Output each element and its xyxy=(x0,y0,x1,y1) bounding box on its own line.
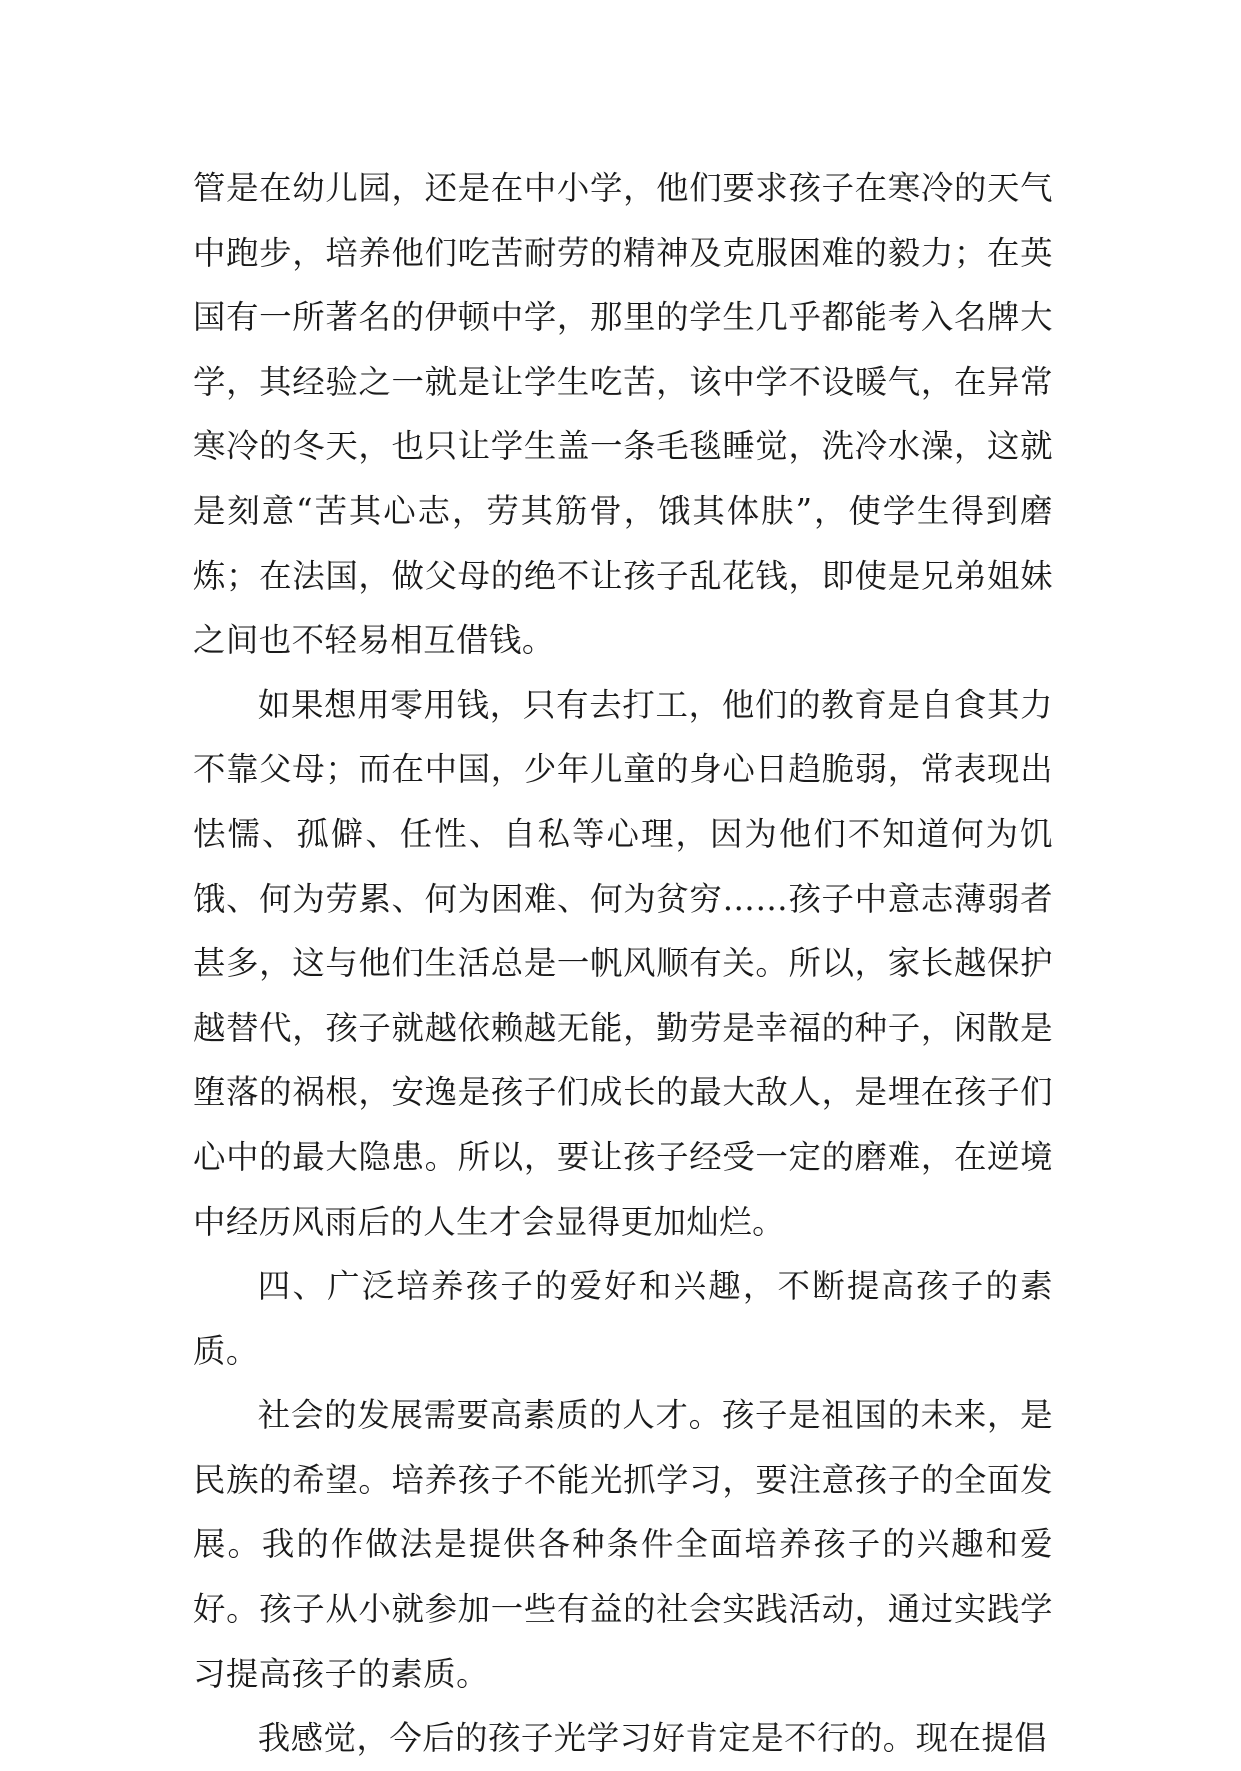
section-heading-four: 四、广泛培养孩子的爱好和兴趣，不断提高孩子的素质。 xyxy=(193,1267,1053,1370)
paragraph-3: 社会的发展需要高素质的人才。孩子是祖国的未来，是民族的希望。培养孩子不能光抓学习，要注意孩子的全面发展。我的作做法是提供各种条件全面培养孩子的兴趣和爱好。孩子从小就参加一些有益的社会实践活动，通过实践学习提高孩子的素质。 xyxy=(193,1396,1053,1693)
document-page xyxy=(193,156,1053,1771)
paragraph-4: 我感觉，今后的孩子光学习好肯定是不行的。现在提倡 xyxy=(257,1719,1048,1758)
paragraph-1: 管是在幼儿园，还是在中小学，他们要求孩子在寒冷的天气中跑步，培养他们吃苦耐劳的精神及克服困难的毅力；在英国有一所著名的伊顿中学，那里的学生几乎都能考入名牌大学，其经验之一就是让学生吃苦，该中学不设暖气，在异常寒冷的冬天，也只让学生盖一条毛毯睡觉，洗冷水澡，这就是刻意“苦其心志，劳其筋骨，饿其体肤”，使学生得到磨炼；在法国，做父母的绝不让孩子乱花钱，即使是兄弟姐妹之间也不轻易相互借钱。 xyxy=(193,169,1053,660)
paragraph-2: 如果想用零用钱，只有去打工，他们的教育是自食其力不靠父母；而在中国，少年儿童的身心日趋脆弱，常表现出怯懦、孤僻、任性、自私等心理，因为他们不知道何为饥饿、何为劳累、何为困难、何为贫穷……孩子中意志薄弱者甚多，这与他们生活总是一帆风顺有关。所以，家长越保护越替代，孩子就越依赖越无能，勤劳是幸福的种子，闲散是堕落的祸根，安逸是孩子们成长的最大敌人，是埋在孩子们心中的最大隐患。所以，要让孩子经受一定的磨难，在逆境中经历风雨后的人生才会显得更加灿烂。 xyxy=(193,685,1053,1241)
